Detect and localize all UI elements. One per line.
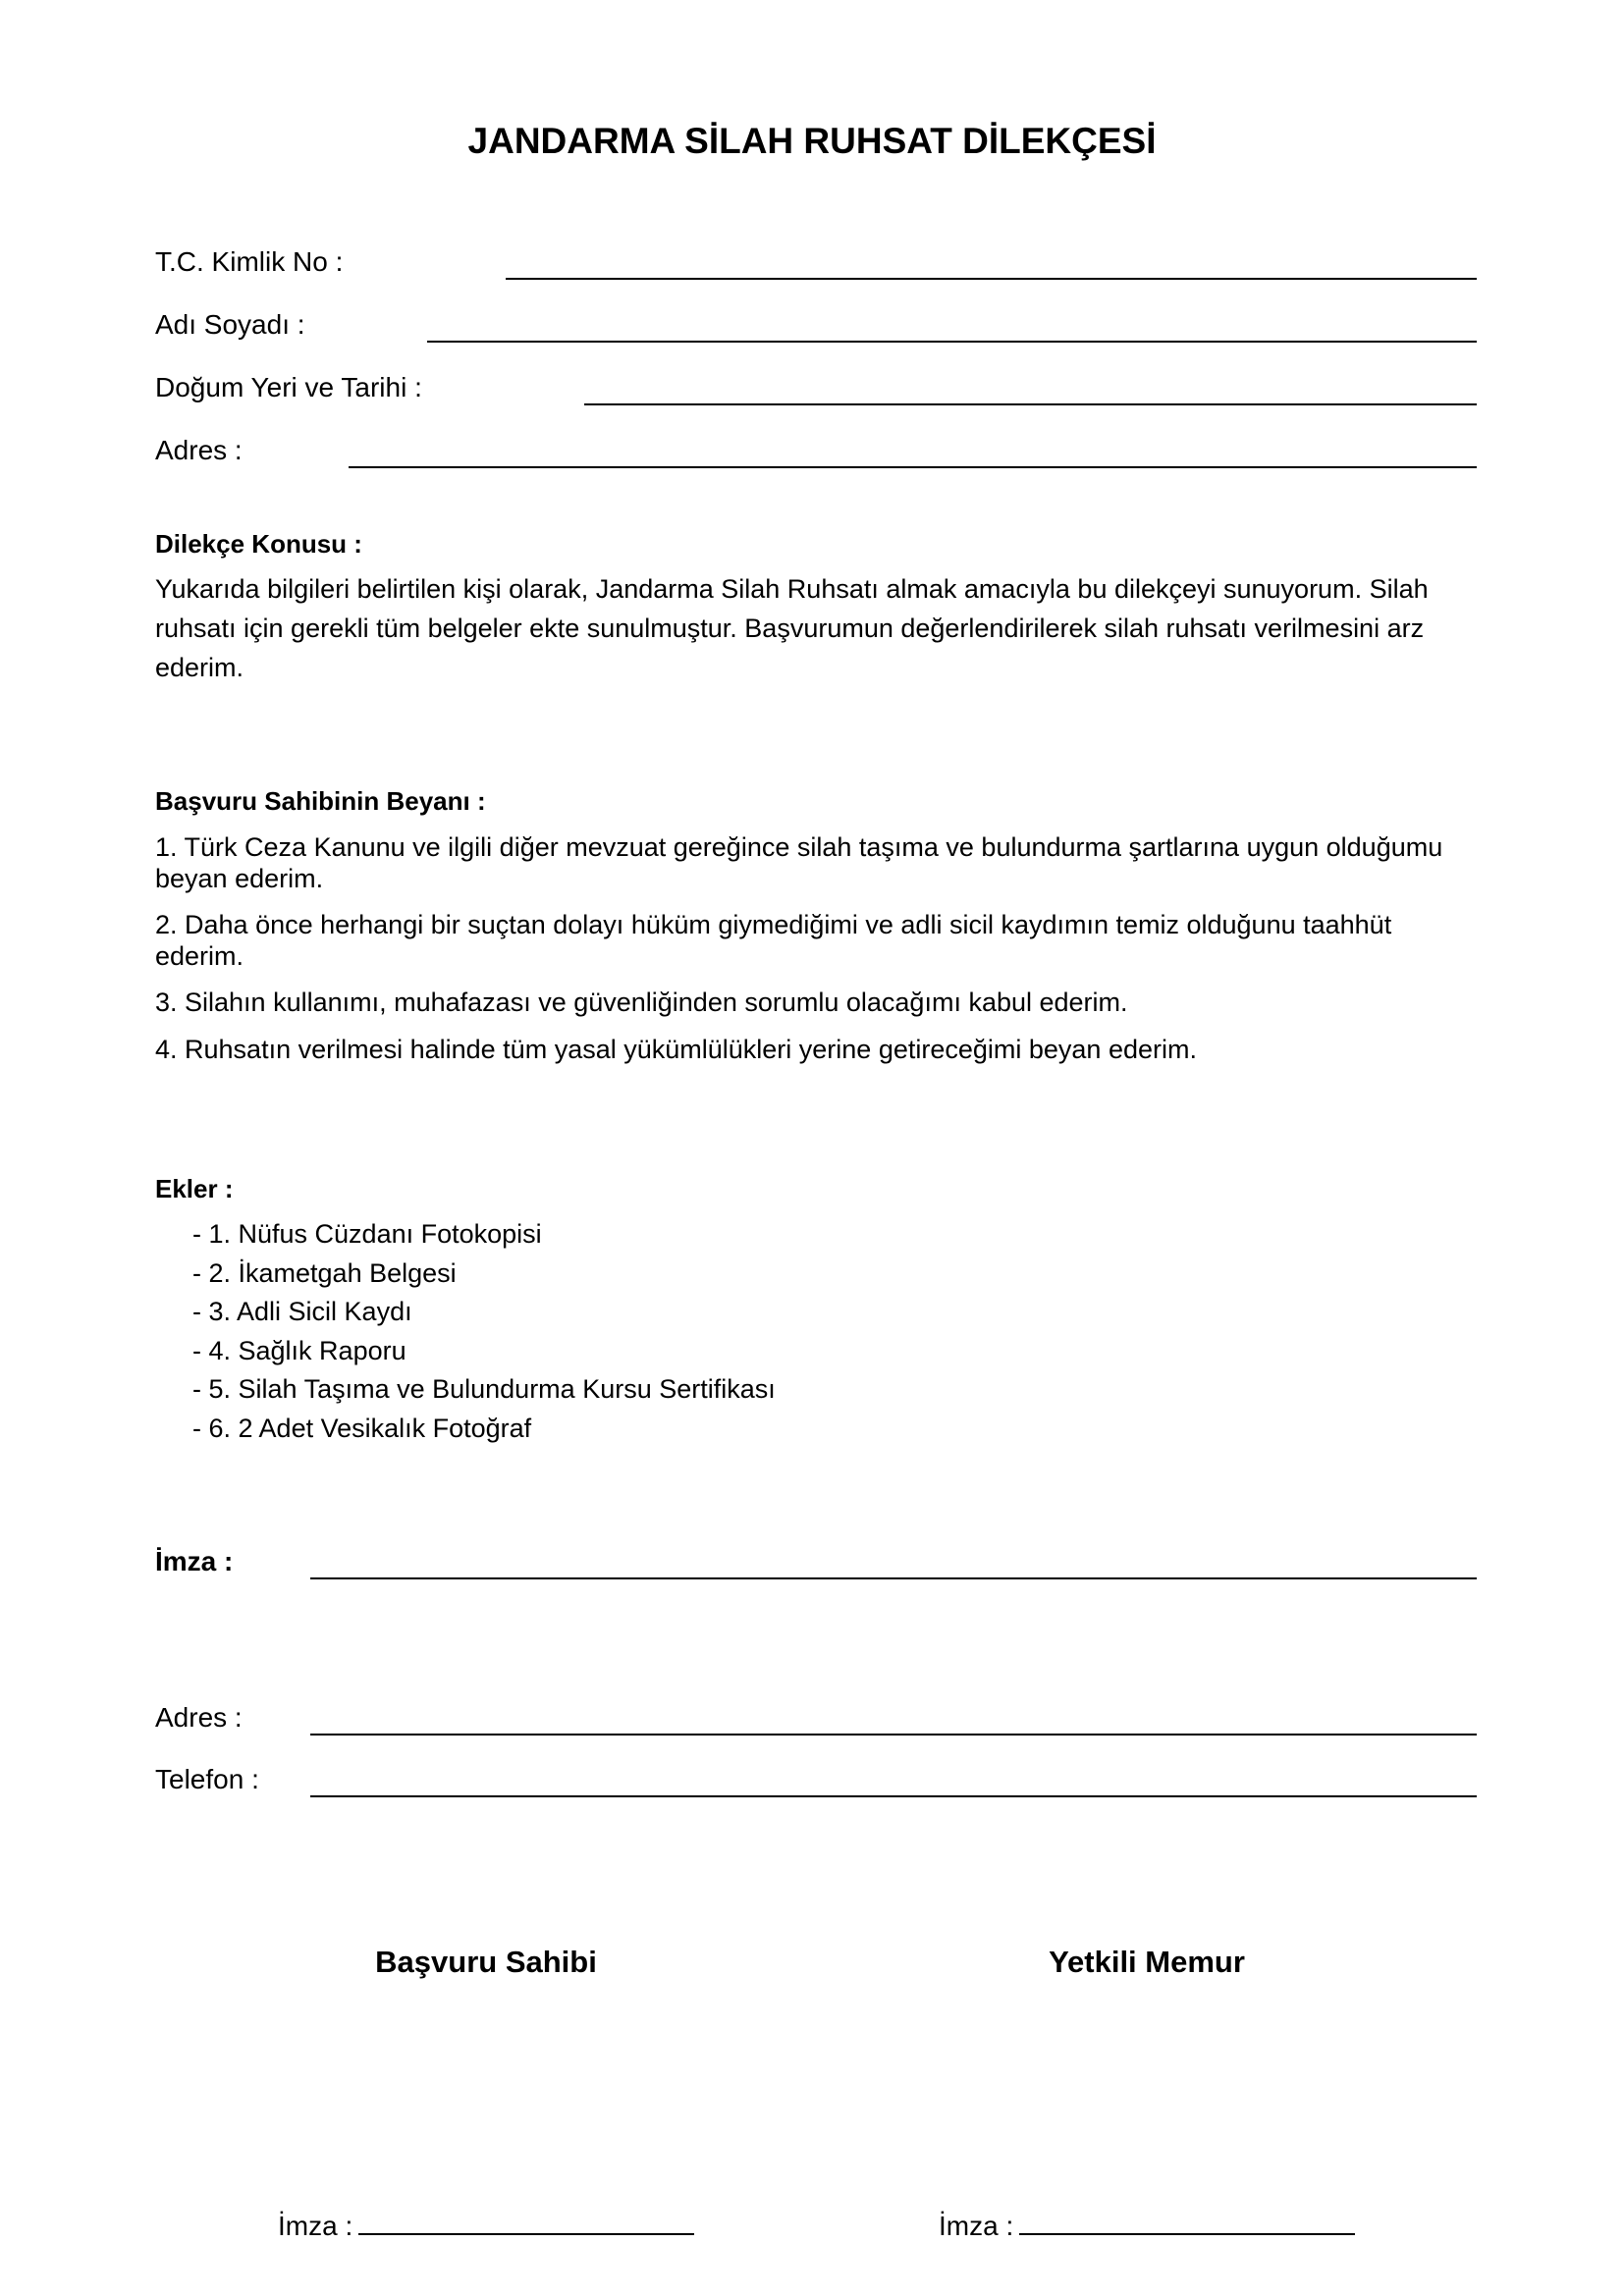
telefon-field[interactable] <box>310 1795 1477 1797</box>
adres-field[interactable] <box>349 466 1477 468</box>
officer-imza-label: İmza : <box>939 2211 1014 2241</box>
attachment-item-3: - 3. Adli Sicil Kaydı <box>192 1297 412 1326</box>
officer-signature-line <box>939 2208 1355 2243</box>
applicant-signature-blank[interactable] <box>358 2208 694 2235</box>
contact-adres-field[interactable] <box>310 1734 1477 1735</box>
adres-label: Adres : <box>155 435 243 465</box>
declaration-item-2: 2. Daha önce herhangi bir suçtan dolayı hüküm giymediğimi ve adli sicil kaydımın temiz olduğunu taahhüt ederim. <box>155 910 1392 971</box>
contact-adres-label: Adres : <box>155 1702 243 1733</box>
dogum-field[interactable] <box>584 403 1477 405</box>
declaration-item-3: 3. Silahın kullanımı, muhafazası ve güvenliğinden sorumlu olacağımı kabul ederim. <box>155 988 1128 1017</box>
attachment-item-5: - 5. Silah Taşıma ve Bulundurma Kursu Sertifikası <box>192 1374 776 1404</box>
tc-kimlik-field[interactable] <box>506 278 1477 280</box>
applicant-heading: Başvuru Sahibi <box>375 1945 597 1979</box>
document-title: JANDARMA SİLAH RUHSAT DİLEKÇESİ <box>467 121 1157 161</box>
attachments-heading: Ekler : <box>155 1174 234 1203</box>
attachment-item-4: - 4. Sağlık Raporu <box>192 1336 406 1365</box>
imza-field[interactable] <box>310 1577 1477 1579</box>
applicant-signature-line <box>278 2208 694 2243</box>
attachment-item-2: - 2. İkametgah Belgesi <box>192 1258 457 1288</box>
attachment-item-6: - 6. 2 Adet Vesikalık Fotoğraf <box>192 1414 532 1443</box>
declaration-item-4: 4. Ruhsatın verilmesi halinde tüm yasal yükümlülükleri yerine getireceğimi beyan ederim. <box>155 1035 1197 1064</box>
applicant-imza-label: İmza : <box>278 2211 353 2241</box>
ad-soyad-field[interactable] <box>427 341 1477 343</box>
declaration-item-1: 1. Türk Ceza Kanunu ve ilgili diğer mevzuat gereğince silah taşıma ve bulundurma şartlarına uygun olduğumu beyan ederim. <box>155 832 1443 893</box>
imza-label: İmza : <box>155 1546 234 1576</box>
attachment-item-1: - 1. Nüfus Cüzdanı Fotokopisi <box>192 1219 542 1249</box>
tc-kimlik-label: T.C. Kimlik No : <box>155 246 344 277</box>
telefon-label: Telefon : <box>155 1764 259 1794</box>
officer-signature-blank[interactable] <box>1019 2208 1355 2235</box>
ad-soyad-label: Adı Soyadı : <box>155 309 305 340</box>
dogum-label: Doğum Yeri ve Tarihi : <box>155 372 422 402</box>
declaration-heading: Başvuru Sahibinin Beyanı : <box>155 786 486 816</box>
subject-text: Yukarıda bilgileri belirtilen kişi olarak, Jandarma Silah Ruhsatı almak amacıyla bu dilekçeyi sunuyorum. Silah ruhsatı için gerekli tüm belgeler ekte sunulmuştur. Başvurumun değerlendirilerek silah ruhsatı verilmesini arz ederim. <box>155 574 1429 682</box>
officer-heading: Yetkili Memur <box>1049 1945 1245 1979</box>
subject-heading: Dilekçe Konusu : <box>155 529 362 559</box>
